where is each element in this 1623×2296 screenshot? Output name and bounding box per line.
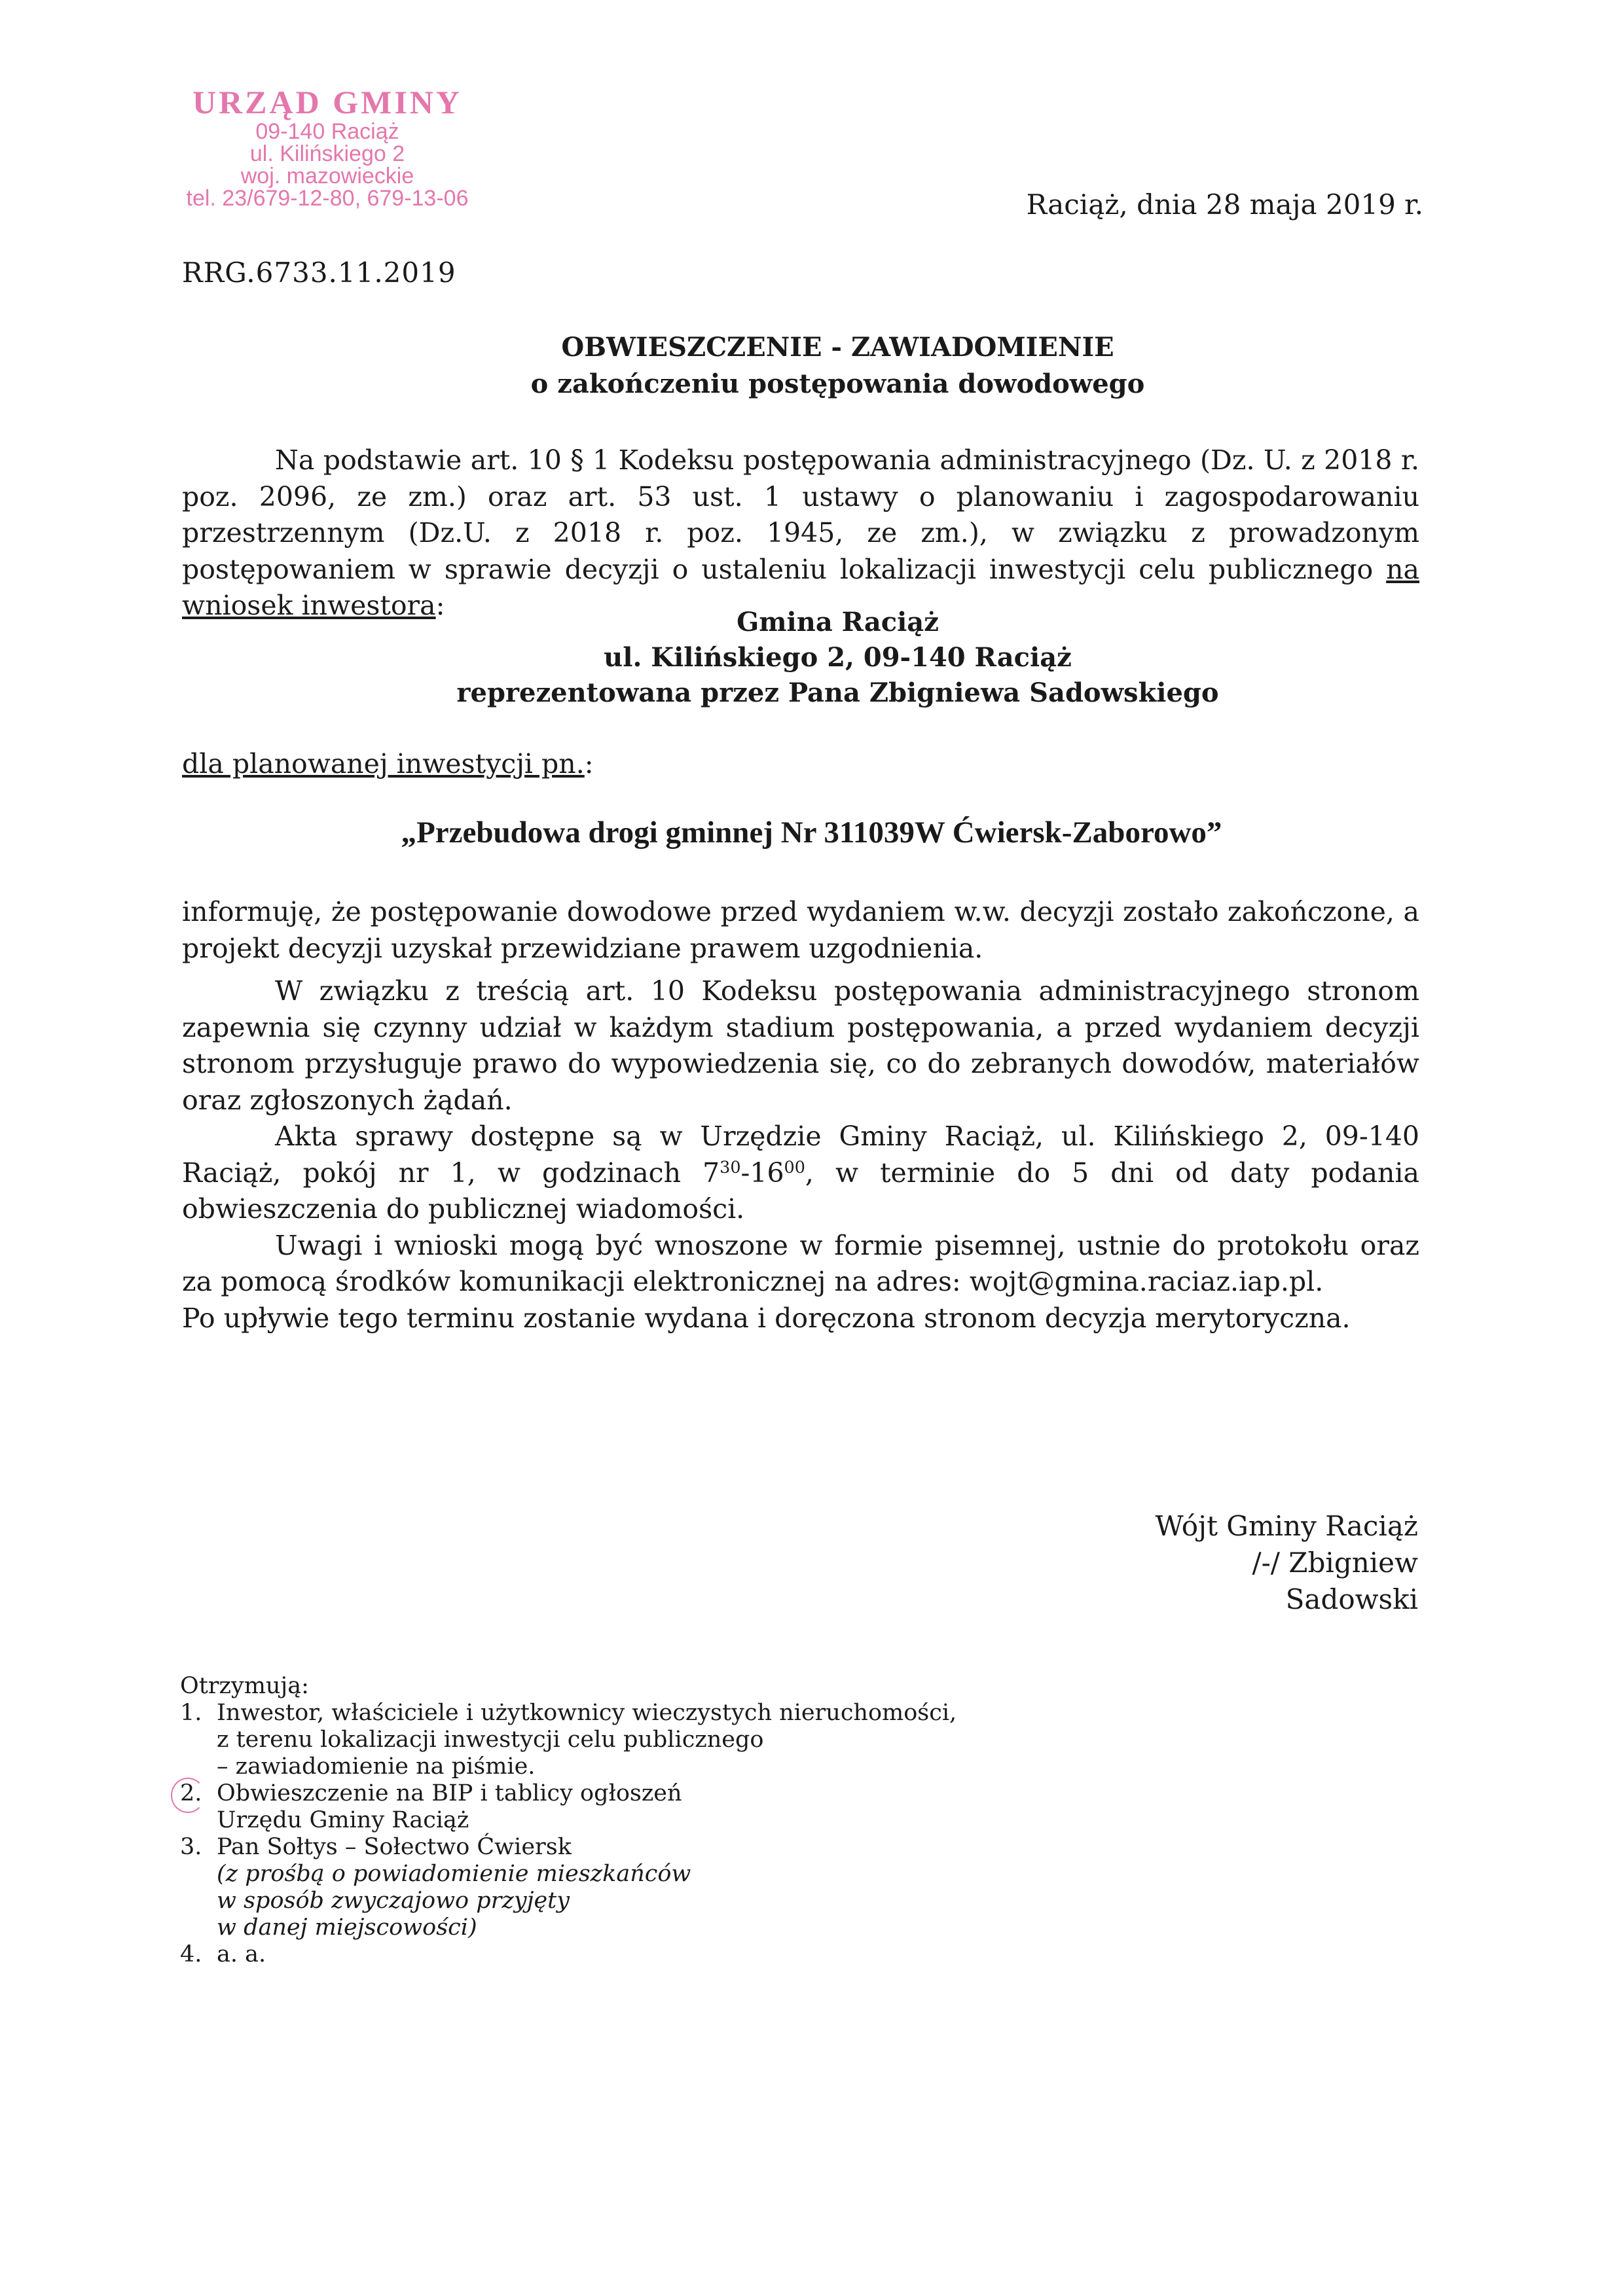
hours-dash: -16 bbox=[740, 1157, 784, 1189]
recipient-line: Obwieszczenie na BIP i tablicy ogłoszeń bbox=[217, 1780, 682, 1806]
intro-paragraph bbox=[182, 442, 1419, 624]
recipient-line: Urzędu Gminy Raciąż bbox=[217, 1807, 469, 1833]
stamp-phone: tel. 23/679-12-80, 679-13-06 bbox=[186, 186, 469, 211]
applicant-representative: reprezentowana przez Pana Zbigniewa Sadowskiego bbox=[456, 677, 1219, 708]
recipient-note-line: w sposób zwyczajowo przyjęty bbox=[217, 1888, 570, 1914]
recipient-note-line: w danej miejscowości) bbox=[217, 1914, 477, 1941]
title-line-2: o zakończeniu postępowania dowodowego bbox=[530, 368, 1145, 399]
recipient-item bbox=[180, 1700, 957, 1780]
recipients-list bbox=[180, 1673, 957, 1968]
body-section bbox=[182, 894, 1419, 1336]
recipient-item bbox=[180, 1941, 957, 1968]
applicant-block bbox=[0, 605, 1623, 711]
hours-from-minutes: 30 bbox=[720, 1157, 741, 1177]
office-stamp bbox=[157, 84, 498, 209]
recipient-item bbox=[180, 1834, 957, 1941]
intro-suffix: : bbox=[435, 590, 445, 621]
stamp-title: URZĄD GMINY bbox=[192, 84, 463, 120]
applicant-address: ul. Kilińskiego 2, 09-140 Raciąż bbox=[604, 642, 1072, 673]
project-name: „Przebudowa drogi gminnej Nr 311039W Ćwiersk-Zaborowo” bbox=[401, 816, 1222, 850]
investment-label: dla planowanej inwestycji pn. bbox=[182, 748, 585, 780]
intro-text: Na podstawie art. 10 § 1 Kodeksu postępowania administracyjnego (Dz. U. z 2018 r. poz. 2096, ze zm.) oraz art. 53 ust. 1 ustawy o planowaniu i zagospodarowaniu przestrzennym (Dz.U. z 2018 r. poz. 1945, ze zm.), w związku z prowadzonym postępowaniem w sprawie decyzji o ustaleniu lokalizacji inwestycji celu publicznego bbox=[182, 444, 1419, 585]
investment-label-line bbox=[182, 748, 594, 780]
hours-to-minutes: 00 bbox=[784, 1157, 805, 1177]
recipient-number: 4. bbox=[180, 1941, 202, 1967]
place-date: Raciąż, dnia 28 maja 2019 r. bbox=[1026, 188, 1423, 221]
recipient-number: 2. bbox=[180, 1780, 202, 1806]
investment-label-suffix: : bbox=[584, 748, 594, 780]
recipient-line: Pan Sołtys – Sołectwo Ćwiersk bbox=[217, 1834, 572, 1860]
applicant-name: Gmina Raciąż bbox=[737, 607, 939, 637]
recipients-heading: Otrzymują: bbox=[180, 1673, 309, 1699]
inform-paragraph: informuję, że postępowanie dowodowe przed wydaniem w.w. decyzji zostało zakończone, a projekt decyzji uzyskał przewidziane prawem uzgodnienia. bbox=[182, 896, 1419, 964]
stamp-postal-code: 09-140 Raciąż bbox=[255, 119, 399, 144]
recipient-line: z terenu lokalizacji inwestycji celu publicznego bbox=[217, 1727, 764, 1753]
signature-block bbox=[1155, 1508, 1418, 1618]
signature-title: Wójt Gminy Raciąż bbox=[1155, 1510, 1418, 1542]
document-title bbox=[0, 329, 1623, 403]
title-line-1: OBWIESZCZENIE - ZAWIADOMIENIE bbox=[561, 332, 1114, 363]
files-text-end: , w terminie do 5 dni od daty podania obwieszczenia do publicznej wiadomości. bbox=[182, 1157, 1419, 1225]
signature-name-1: /-/ Zbigniew bbox=[1252, 1547, 1418, 1579]
remarks-paragraph: Uwagi i wnioski mogą być wnoszone w formie pisemnej, ustnie do protokołu oraz za pomocą środków komunikacji elektronicznej na adres: wojt@gmina.raciaz.iap.pl. bbox=[182, 1229, 1419, 1297]
files-paragraph bbox=[182, 1119, 1419, 1228]
reference-number: RRG.6733.11.2019 bbox=[182, 257, 456, 289]
recipient-line: – zawiadomienie na piśmie. bbox=[217, 1753, 536, 1780]
stamp-street: ul. Kilińskiego 2 bbox=[249, 141, 405, 166]
recipient-note-line: (z prośbą o powiadomienie mieszkańców bbox=[217, 1861, 691, 1887]
files-text: Akta sprawy dostępne są w Urzędzie Gminy Raciąż, ul. Kilińskiego 2, 09-140 Raciąż, pokój nr 1, w godzinach 7 bbox=[182, 1121, 1419, 1189]
recipient-number: 3. bbox=[180, 1834, 202, 1860]
circled-mark-icon bbox=[171, 1778, 205, 1813]
recipient-line: a. a. bbox=[217, 1941, 266, 1967]
recipient-item bbox=[180, 1780, 957, 1834]
rights-paragraph: W związku z treścią art. 10 Kodeksu postępowania administracyjnego stronom zapewnia się czynny udział w każdym stadium postępowania, a przed wydaniem decyzji stronom przysługuje prawo do wypowiedzenia się, co do zebranych dowodów, materiałów oraz zgłoszonych żądań. bbox=[182, 975, 1419, 1116]
recipient-number-wrap bbox=[180, 1780, 217, 1834]
signature-name-2: Sadowski bbox=[1285, 1583, 1418, 1615]
recipient-number: 1. bbox=[180, 1700, 202, 1726]
final-paragraph: Po upływie tego terminu zostanie wydana i doręczona stronom decyzja merytoryczna. bbox=[182, 1302, 1351, 1334]
recipient-line: Inwestor, właściciele i użytkownicy wieczystych nieruchomości, bbox=[217, 1700, 957, 1726]
intro-section bbox=[182, 442, 1419, 624]
intro-underlined: na wniosek inwestora bbox=[182, 553, 1419, 621]
stamp-voivodeship: woj. mazowieckie bbox=[240, 164, 414, 188]
